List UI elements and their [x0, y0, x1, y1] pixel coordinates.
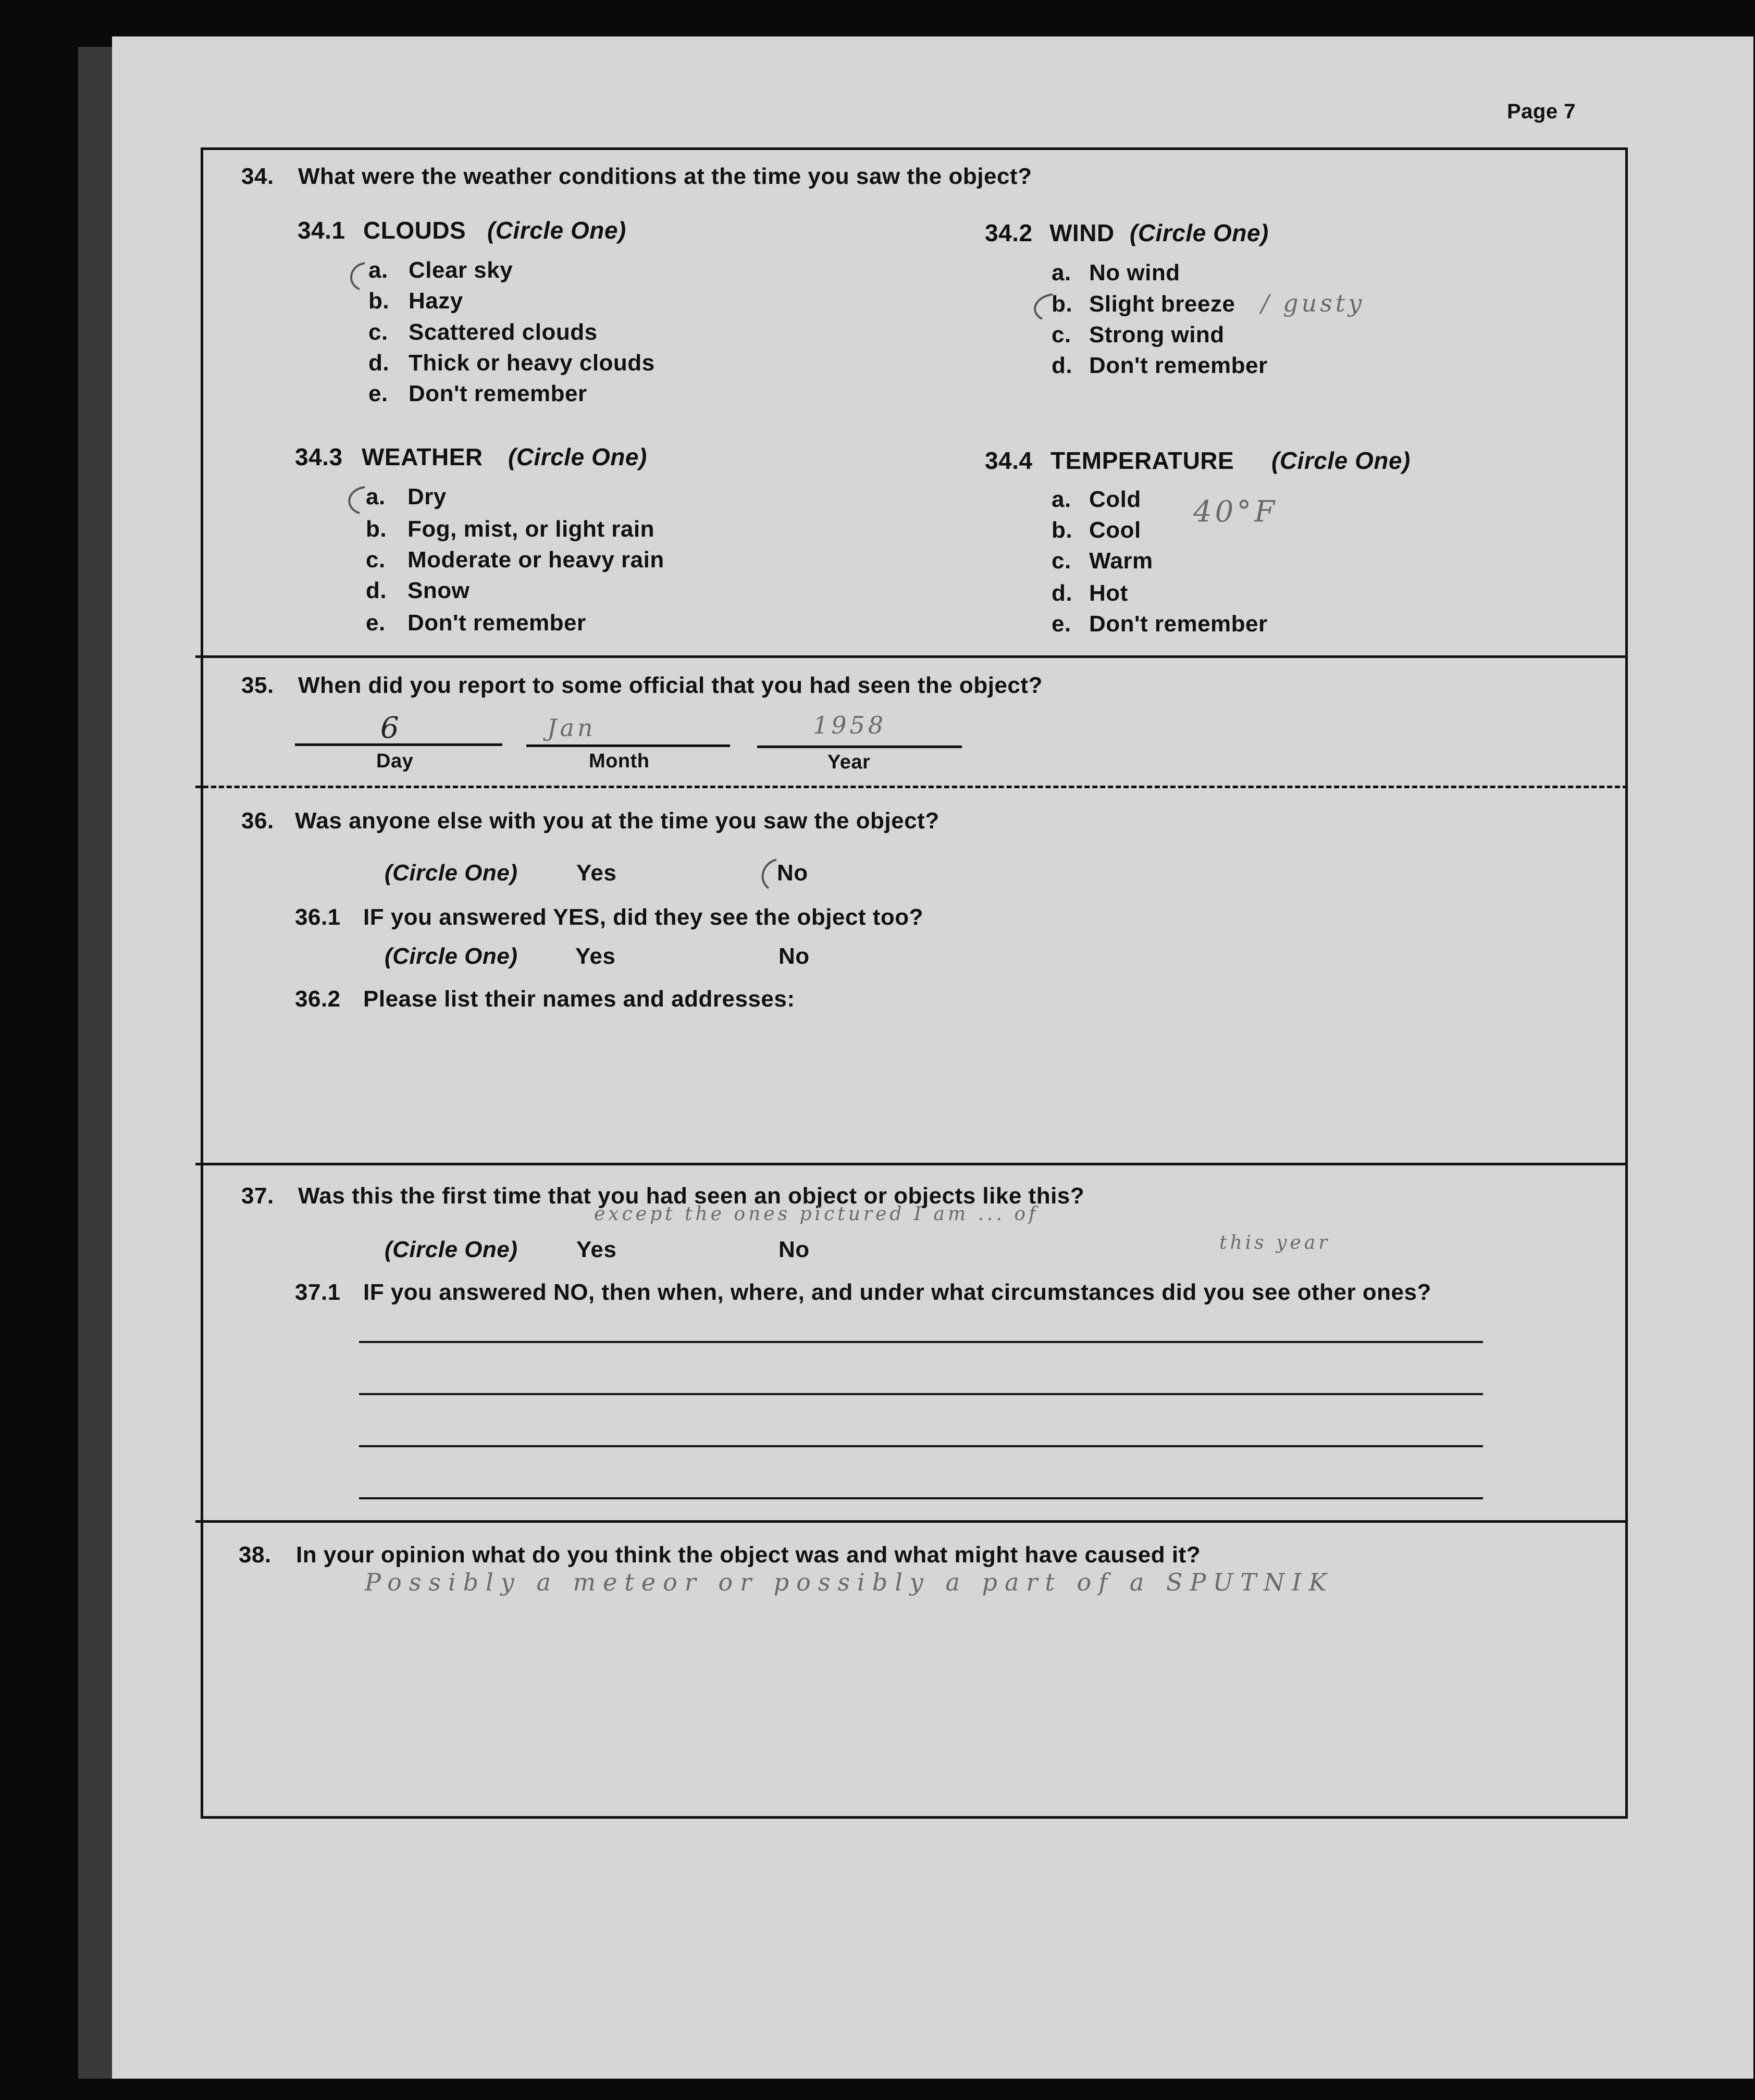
q34-number: 34.: [241, 164, 274, 189]
day-label: Day: [376, 750, 414, 772]
q361-number: 36.1: [295, 904, 341, 930]
q36-no[interactable]: No: [777, 860, 808, 886]
q362-question: Please list their names and addresses:: [363, 986, 795, 1012]
q34-question: What were the weather conditions at the time you saw the object?: [298, 164, 1032, 189]
option-no-wind[interactable]: No wind: [1089, 260, 1180, 285]
option-dry[interactable]: Dry: [407, 484, 447, 510]
weather-title: WEATHER: [362, 443, 483, 470]
page-number: Page 7: [1507, 100, 1576, 123]
circle-one-hint: (Circle One): [385, 1237, 518, 1262]
q36-number: 36.: [241, 808, 274, 834]
option-strong-wind[interactable]: Strong wind: [1089, 322, 1225, 347]
temperature-number: 34.4: [985, 447, 1033, 474]
q361-question: IF you answered YES, did they see the object too?: [363, 904, 924, 930]
q371-number: 37.1: [295, 1279, 341, 1305]
circle-mark-slight-breeze: [1035, 294, 1053, 319]
q361-yes[interactable]: Yes: [575, 943, 616, 969]
wind-title: WIND: [1049, 219, 1115, 246]
option-clear-sky[interactable]: Clear sky: [409, 257, 513, 283]
option-cool[interactable]: Cool: [1089, 517, 1141, 543]
option-dont-remember[interactable]: Don't remember: [1089, 353, 1268, 378]
option-key[interactable]: b.: [366, 516, 387, 542]
weather-hint: (Circle One): [508, 443, 647, 470]
option-key[interactable]: b.: [368, 288, 390, 314]
circle-mark-no: [763, 860, 776, 888]
option-key[interactable]: a.: [368, 257, 388, 283]
option-key[interactable]: d.: [1052, 353, 1073, 378]
year-value[interactable]: 1958: [813, 711, 887, 739]
option-cold[interactable]: Cold: [1089, 487, 1141, 512]
q35-number: 35.: [241, 673, 274, 698]
option-thick-clouds[interactable]: Thick or heavy clouds: [409, 350, 655, 376]
circle-one-hint: (Circle One): [385, 860, 518, 886]
q37-handwritten-note: this year: [1219, 1232, 1331, 1253]
q362-number: 36.2: [295, 986, 341, 1012]
q38-question: In your opinion what do you think the object was and what might have caused it?: [296, 1542, 1201, 1568]
q37-handwritten-note: except the ones pictured I am ... of: [594, 1203, 1039, 1225]
option-key[interactable]: c.: [366, 547, 386, 573]
option-key[interactable]: b.: [1052, 291, 1073, 317]
q37-question: Was this the first time that you had seen an object or objects like this?: [298, 1183, 1085, 1209]
q36-question: Was anyone else with you at the time you saw the object?: [295, 808, 940, 834]
q38-number: 38.: [239, 1542, 271, 1568]
option-key[interactable]: a.: [1052, 487, 1071, 512]
option-key[interactable]: c.: [1052, 548, 1071, 574]
option-dont-remember[interactable]: Don't remember: [407, 610, 586, 636]
year-label: Year: [827, 751, 871, 773]
option-hazy[interactable]: Hazy: [409, 288, 463, 314]
option-key[interactable]: a.: [366, 484, 386, 510]
option-scattered-clouds[interactable]: Scattered clouds: [409, 319, 598, 345]
temperature-hint: (Circle One): [1271, 447, 1411, 474]
clouds-title: CLOUDS: [363, 217, 466, 244]
wind-handwritten-note: / gusty: [1261, 289, 1365, 317]
option-key[interactable]: d.: [1052, 580, 1073, 606]
q37-yes[interactable]: Yes: [576, 1237, 617, 1262]
option-key[interactable]: c.: [1052, 322, 1071, 347]
month-value[interactable]: Jan: [547, 714, 596, 742]
option-key[interactable]: b.: [1052, 517, 1073, 543]
q361-no[interactable]: No: [778, 943, 810, 969]
option-key[interactable]: e.: [1052, 611, 1071, 637]
option-dont-remember[interactable]: Don't remember: [1089, 611, 1268, 637]
option-warm[interactable]: Warm: [1089, 548, 1153, 574]
weather-number: 34.3: [295, 443, 343, 470]
temperature-handwritten-note: 40°F: [1193, 495, 1278, 529]
option-key[interactable]: d.: [366, 578, 387, 603]
q37-number: 37.: [241, 1183, 274, 1209]
option-key[interactable]: a.: [1052, 260, 1071, 285]
circle-mark-dry: [349, 487, 365, 513]
month-label: Month: [589, 750, 650, 772]
q36-yes[interactable]: Yes: [576, 860, 617, 886]
option-key[interactable]: c.: [368, 319, 388, 345]
temperature-title: TEMPERATURE: [1050, 447, 1234, 474]
option-key[interactable]: e.: [368, 381, 388, 406]
option-key[interactable]: d.: [368, 350, 390, 376]
q38-handwritten-answer: Possibly a meteor or possibly a part of a SPUTNIK: [365, 1568, 1334, 1596]
q37-no[interactable]: No: [778, 1237, 810, 1262]
clouds-number: 34.1: [298, 217, 345, 244]
q35-question: When did you report to some official that you had seen the object?: [298, 673, 1043, 698]
clouds-hint: (Circle One): [487, 217, 626, 244]
wind-hint: (Circle One): [1130, 219, 1269, 246]
option-snow[interactable]: Snow: [407, 578, 470, 603]
wind-number: 34.2: [985, 219, 1033, 246]
option-key[interactable]: e.: [366, 610, 386, 636]
circle-one-hint: (Circle One): [385, 943, 518, 969]
option-fog[interactable]: Fog, mist, or light rain: [407, 516, 654, 542]
day-value[interactable]: 6: [380, 711, 402, 745]
circle-mark-clear-sky: [351, 263, 365, 289]
option-dont-remember[interactable]: Don't remember: [409, 381, 587, 406]
option-hot[interactable]: Hot: [1089, 580, 1128, 606]
option-slight-breeze[interactable]: Slight breeze: [1089, 291, 1235, 317]
option-heavy-rain[interactable]: Moderate or heavy rain: [407, 547, 664, 573]
q371-question: IF you answered NO, then when, where, and under what circumstances did you see other ones?: [363, 1279, 1431, 1305]
